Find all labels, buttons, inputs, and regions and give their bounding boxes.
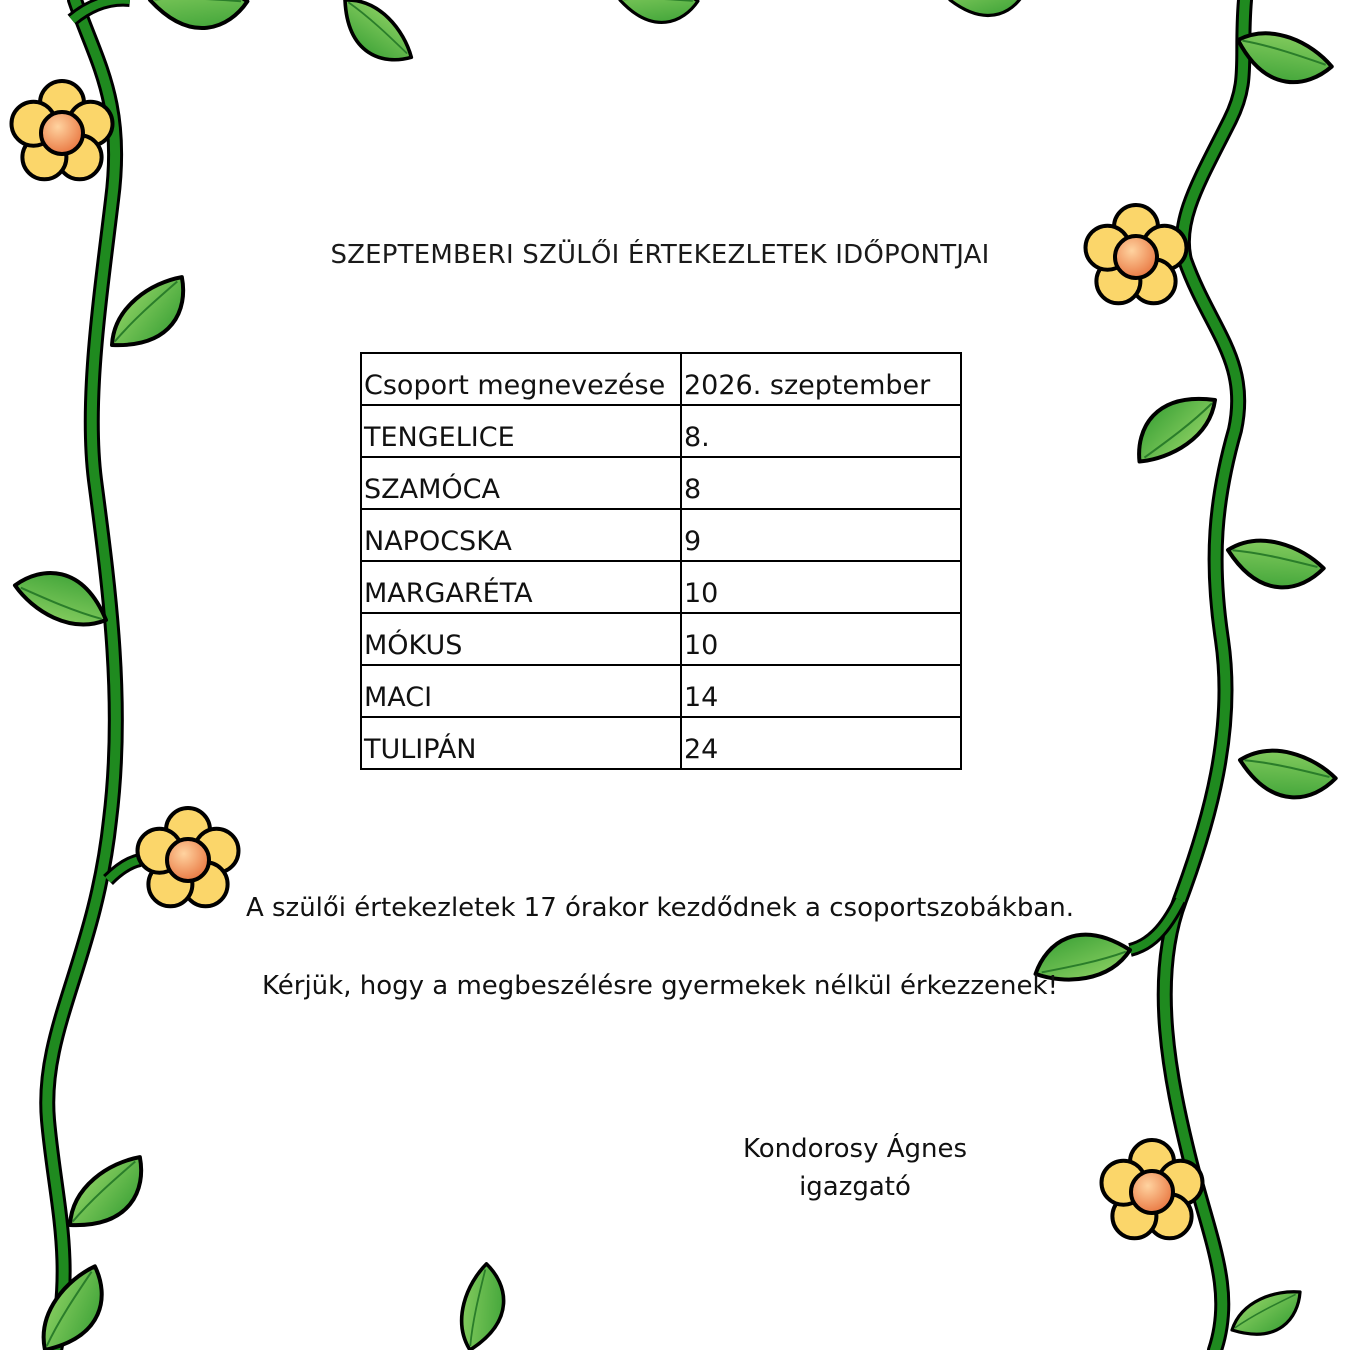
leaf-icon <box>146 0 248 42</box>
meeting-time-info: A szülői értekezletek 17 órakor kezdődnek a csoportszobákban. <box>245 893 1075 923</box>
table-row <box>361 613 961 665</box>
day-cell: 10 <box>681 613 961 665</box>
table-row <box>361 561 961 613</box>
day-cell: 8. <box>681 405 961 457</box>
signature-block <box>700 1130 1010 1206</box>
group-name-cell: TENGELICE <box>361 405 681 457</box>
table-header-row <box>361 353 961 405</box>
attendance-note: Kérjük, hogy a megbeszélésre gyermekek nélkül érkezzenek! <box>262 971 1058 1001</box>
leaf-icon <box>617 0 699 34</box>
leaf-icon <box>55 1154 158 1235</box>
day-cell: 10 <box>681 561 961 613</box>
group-name-cell: TULIPÁN <box>361 717 681 769</box>
page-title: SZEPTEMBERI SZÜLŐI ÉRTEKEZLETEK IDŐPONTJAI <box>330 240 990 270</box>
leaf-icon <box>97 274 200 355</box>
left-vine <box>47 0 140 1350</box>
leaf-icon <box>1234 730 1337 816</box>
leaf-icon <box>948 0 1027 22</box>
group-name-cell: MARGARÉTA <box>361 561 681 613</box>
group-name-cell: MÓKUS <box>361 613 681 665</box>
table-row <box>361 457 961 509</box>
signature-name: Kondorosy Ágnes <box>742 1134 968 1164</box>
day-cell: 24 <box>681 717 961 769</box>
day-cell: 14 <box>681 665 961 717</box>
table-row <box>361 665 961 717</box>
flower-icon <box>138 808 239 906</box>
day-cell: 9 <box>681 509 961 561</box>
leaf-icon <box>22 1264 122 1350</box>
header-date: 2026. szeptember <box>681 353 961 405</box>
header-group-name: Csoport megnevezése <box>361 353 681 405</box>
table-row <box>361 717 961 769</box>
leaf-icon <box>443 1262 521 1350</box>
signature-role: igazgató <box>799 1172 911 1202</box>
table-row <box>361 509 961 561</box>
flower-icon <box>12 81 113 179</box>
day-cell: 8 <box>681 457 961 509</box>
leaf-icon <box>1227 1290 1306 1340</box>
table-row <box>361 405 961 457</box>
group-name-cell: NAPOCSKA <box>361 509 681 561</box>
leaf-icon <box>1125 389 1227 464</box>
leaf-icon <box>336 0 414 77</box>
leaf-icon <box>1222 520 1325 606</box>
group-name-cell: SZAMÓCA <box>361 457 681 509</box>
schedule-table <box>360 352 962 770</box>
group-name-cell: MACI <box>361 665 681 717</box>
